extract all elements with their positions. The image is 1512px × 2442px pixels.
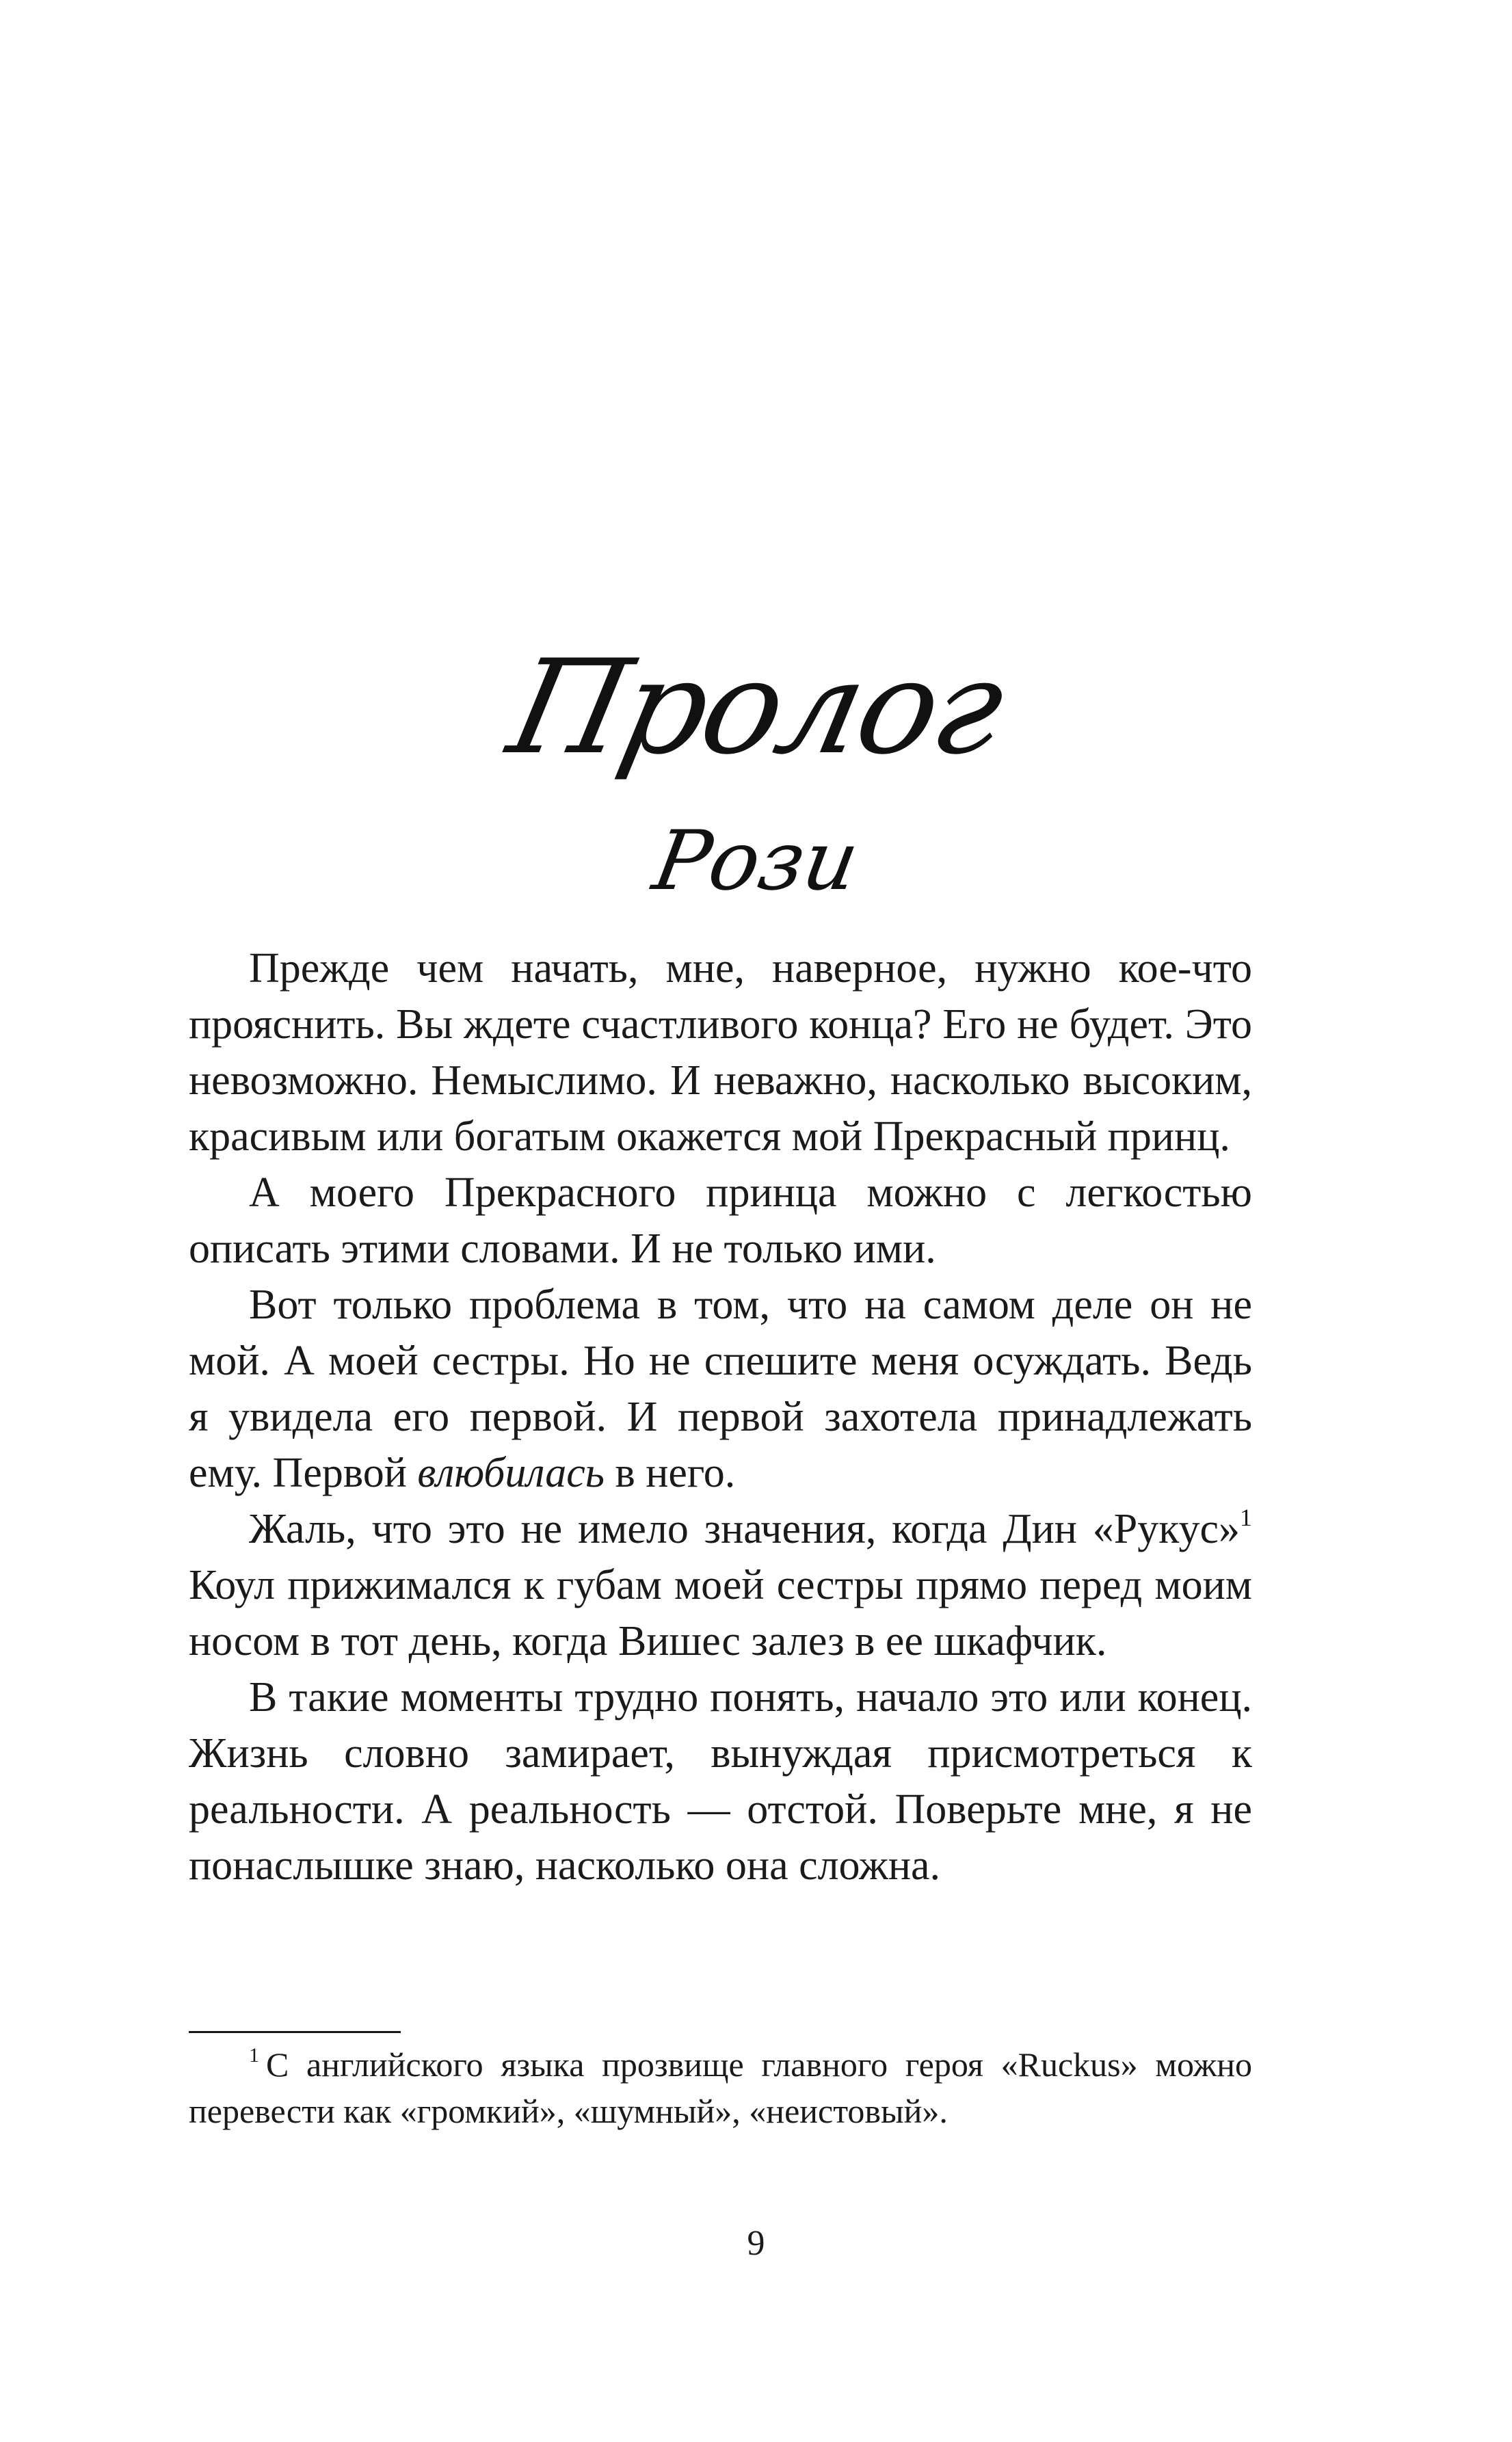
chapter-title: Пролог bbox=[497, 632, 1015, 783]
paragraph-text: Жаль, что это не имело значения, когда Дин «Рукус» bbox=[249, 1506, 1240, 1552]
paragraph: Прежде чем начать, мне, наверное, нужно кое-что прояснить. Вы ждете счастливого конца? Его не будет. Это невозможно. Немыслимо. И неважно, насколько высоким, красивым или богатым окажется мой Прекрасный принц. bbox=[189, 945, 1252, 1160]
footnote-number: 1 bbox=[249, 2044, 259, 2067]
paragraph bbox=[189, 1501, 1252, 1669]
footnote bbox=[189, 2041, 1252, 2134]
chapter-subtitle: Рози bbox=[646, 814, 866, 909]
paragraph-text: Коул прижимался к губам моей сестры прямо перед моим носом в тот день, когда Вишес залез в ее шкафчик. bbox=[189, 1562, 1252, 1664]
paragraph-text: Вот только проблема в том, что на самом деле он не мой. А моей сестры. Но не спешите меня осуждать. Ведь я увидела его первой. И первой захотела принадлежать ему. Первой bbox=[189, 1282, 1252, 1496]
paragraph-text: в него. bbox=[604, 1450, 736, 1496]
page-number: 9 bbox=[747, 2224, 765, 2263]
footnote-divider bbox=[189, 2031, 401, 2033]
paragraph bbox=[189, 1277, 1252, 1501]
footnote-reference[interactable]: 1 bbox=[1240, 1504, 1252, 1531]
emphasized-word: влюбилась bbox=[417, 1450, 605, 1496]
body-text bbox=[189, 940, 1252, 1894]
footnote-text: С английского языка прозвище главного героя «Ruckus» можно перевести как «громкий», «шумный», «неистовый». bbox=[189, 2045, 1252, 2130]
paragraph: В такие моменты трудно понять, начало это или конец. Жизнь словно замирает, вынуждая присмотреться к реальности. А реальность — отстой. Поверьте мне, я не понаслышке знаю, насколько она сложна. bbox=[189, 1674, 1252, 1889]
paragraph: А моего Прекрасного принца можно с легкостью описать этими словами. И не только ими. bbox=[189, 1169, 1252, 1272]
